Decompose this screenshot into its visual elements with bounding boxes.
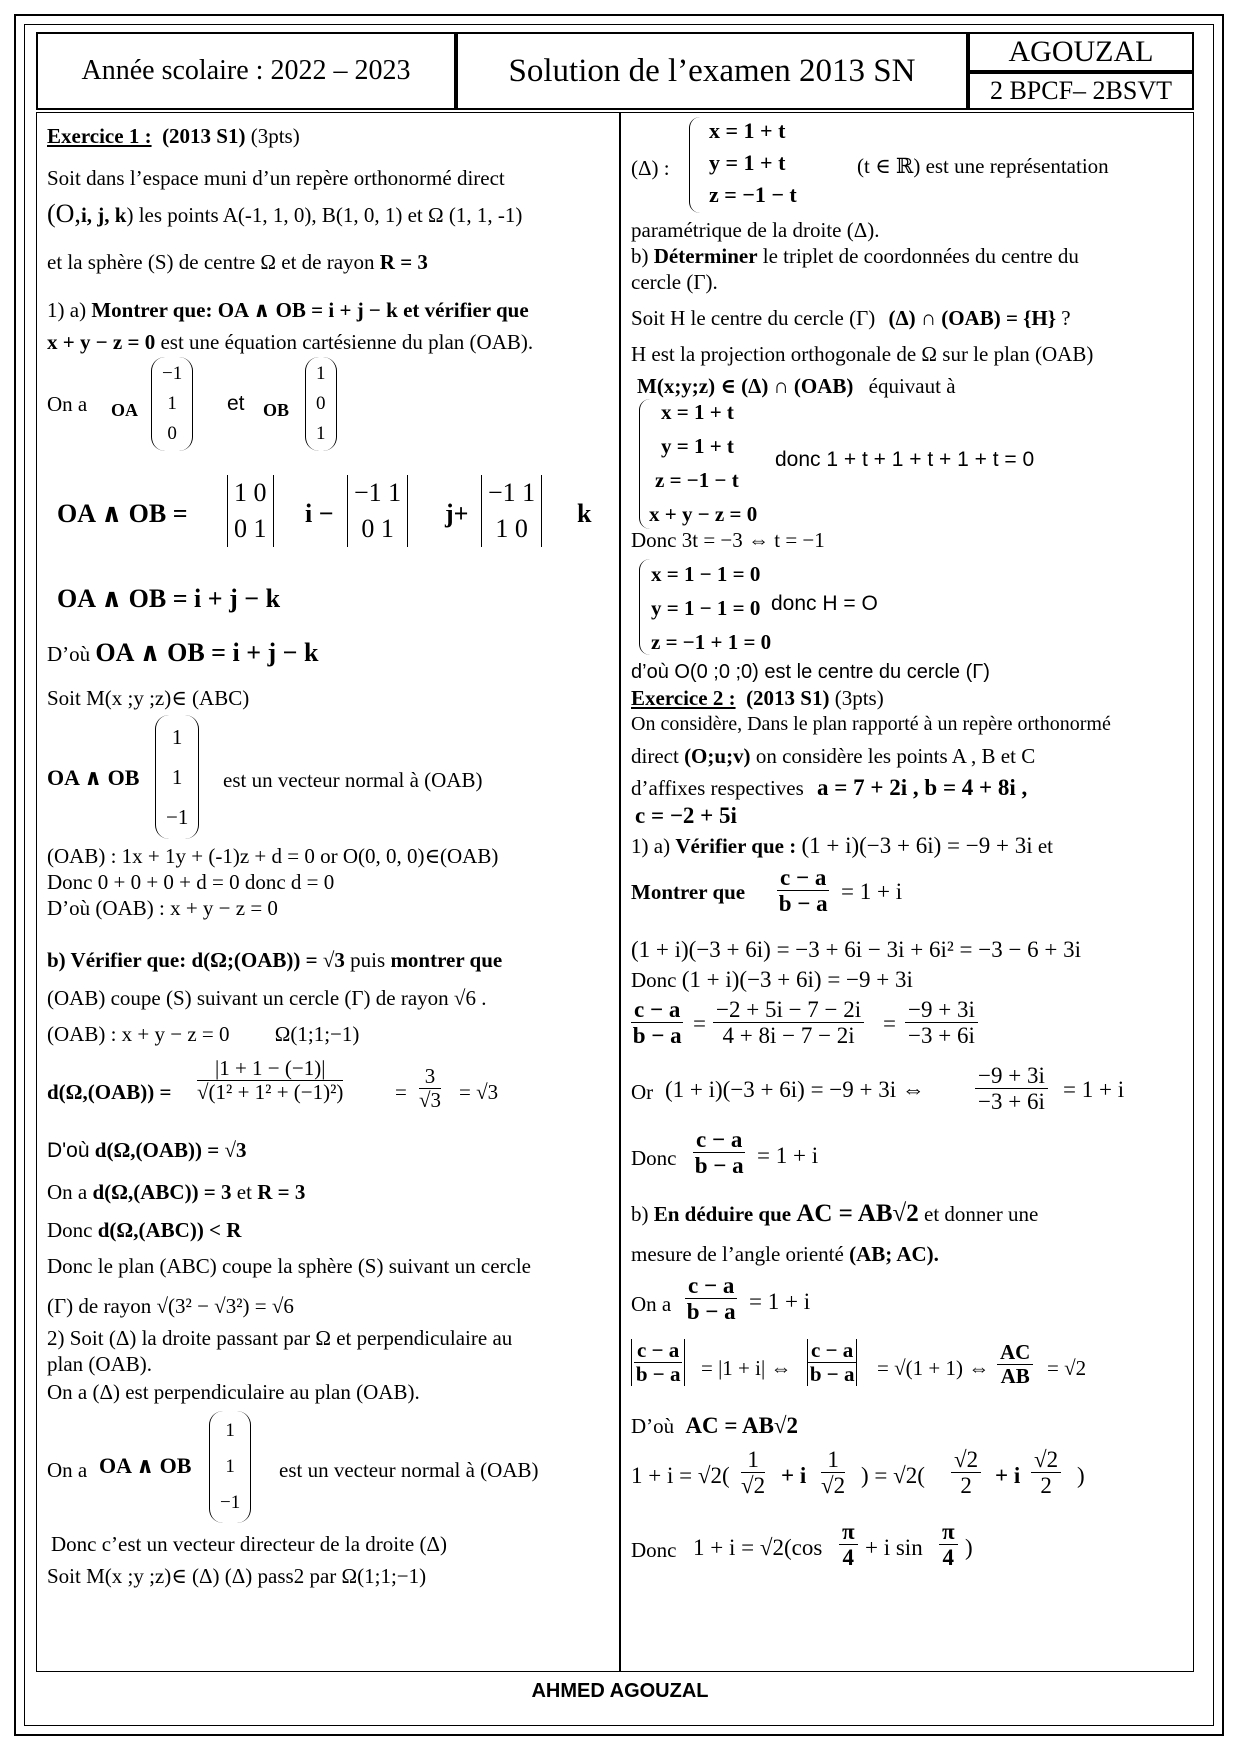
qb-line3 [47, 1021, 359, 1047]
q1a-show: Montrer que: [91, 298, 213, 322]
ratio-frac-6 [693, 1127, 745, 1179]
trig-frac-1 [741, 1447, 765, 1499]
det3-row2: 1 0 [495, 514, 528, 543]
qb-puis: puis [350, 948, 386, 972]
ex2-line1: On considère, Dans le plan rapporté à un repère orthonormé [631, 713, 1111, 735]
et-r: et [236, 1180, 252, 1204]
det1-row2: 0 1 [234, 514, 267, 543]
ex2-points: on considère les points A , B et C [755, 744, 1036, 768]
det2-row2: 0 1 [361, 514, 394, 543]
ac-ab-frac [997, 1341, 1033, 1388]
ratio-den-3: 4 + 8i − 7 − 2i [722, 1023, 855, 1049]
mod-den-1: b − a [635, 1362, 681, 1387]
sys3-donc: donc H = O [771, 592, 878, 615]
ratio-den-1: b − a [778, 891, 828, 917]
det3-row1: −1 1 [488, 478, 536, 507]
n-y: 1 [171, 765, 183, 789]
pass-point: Ω(1;1;−1) [341, 1564, 427, 1588]
or-eq: (1 + i)(−3 + 6i) = −9 + 3i ⇔ [665, 1077, 925, 1102]
trig-final-1: 1 + i = √2(cos [693, 1535, 823, 1560]
trig-f3-den: 2 [960, 1473, 972, 1499]
sys1-z: z = −1 − t [709, 182, 797, 207]
dist-num: |1 + 1 − (−1)| [197, 1057, 343, 1081]
sys2-z: z = −1 − t [655, 468, 739, 492]
mod-eq-3: = √2 [1047, 1356, 1087, 1380]
on-a-c: On a [631, 1292, 672, 1316]
ratio-eq-5: = 1 + i [1063, 1077, 1125, 1102]
circle-radius [47, 1293, 294, 1319]
ex2-affixes: d’affixes respectives [631, 776, 804, 800]
soit-h-expr: (Δ) ∩ (OAB) = {H} [888, 306, 1057, 330]
sys3-y: y = 1 − 1 = 0 [651, 596, 761, 620]
qb-right-line1 [631, 243, 1079, 269]
dist-lhs: d(Ω,(OAB)) = [47, 1080, 172, 1104]
d-less-r-expr: d(Ω,(ABC)) < R [97, 1218, 242, 1242]
q2-line3: On a (Δ) est perpendiculaire au plan (OAB). [47, 1380, 420, 1404]
plane-cuts-sphere: Donc le plan (ABC) coupe la sphère (S) suivant un cercle [47, 1254, 532, 1278]
donc-t: Donc [631, 1538, 677, 1562]
ab-den: AB [1000, 1364, 1030, 1389]
ratio-eq-1: = 1 + i [841, 879, 903, 904]
oa-label: OA [111, 400, 138, 420]
param-system [709, 115, 797, 211]
ex2-ab: a = 7 + 2i , b = 4 + 8i , [817, 775, 1028, 800]
qb2-line2 [631, 1241, 939, 1267]
qb-r-text: le triplet de coordonnées du centre du [762, 244, 1079, 268]
trig-f2-den: √2 [821, 1473, 846, 1499]
ratio-num-5: −9 + 3i [975, 1063, 1048, 1089]
r-3: R = 3 [257, 1180, 306, 1204]
sys3-z: z = −1 + 1 = 0 [651, 630, 772, 654]
ex1-title: Exercice 1 : [47, 124, 152, 148]
sys3-x: x = 1 − 1 = 0 [651, 562, 761, 586]
pass-text: Soit M(x ;y ;z)∈ (Δ) (Δ) pass2 par [47, 1564, 337, 1588]
ratio-den-4: −3 + 6i [908, 1023, 975, 1049]
ratio-num-7: c − a [685, 1273, 737, 1299]
ob-y: 0 [316, 393, 326, 414]
q1a-cross: OA ∧ OB = i + j − k [217, 298, 398, 322]
ratio-den-2: b − a [632, 1023, 682, 1049]
ob-x: 1 [316, 363, 326, 384]
isin: + i sin [865, 1535, 923, 1560]
ex1-ref: (2013 S1) [162, 124, 246, 148]
det-2 [347, 475, 408, 547]
ex2-points: (3pts) [834, 686, 884, 710]
ratio-frac-5 [975, 1063, 1048, 1115]
q1a-line [47, 297, 529, 323]
frame-open: (O, [47, 199, 81, 228]
footer-author: AHMED AGOUZAL [531, 1680, 709, 1702]
soit-h-q: ? [1061, 306, 1071, 330]
ex2-line3 [631, 775, 1027, 801]
trig-f3-num: √2 [951, 1447, 981, 1473]
qb-r-num: b) [631, 244, 649, 268]
pi-num-2: π [939, 1519, 958, 1545]
ratio-num-1: c − a [777, 865, 829, 891]
ratio-eq-7: = 1 + i [749, 1289, 811, 1314]
school-year: Année scolaire : 2022 – 2023 [81, 55, 411, 86]
mod-num-2: c − a [807, 1339, 857, 1363]
ex2-title: Exercice 2 : [631, 686, 736, 710]
qb-plane: (OAB) : x + y − z = 0 [47, 1022, 230, 1046]
trig-3: ) [1077, 1463, 1085, 1488]
qb-r-det: Déterminer [653, 244, 758, 268]
trig-frac-3 [951, 1447, 981, 1499]
q1a-line2 [47, 329, 533, 355]
q1-num: 1) a) [631, 834, 671, 858]
t-in-r: (t ∈ ℝ) est une représentation [857, 154, 1109, 178]
trig-frac-2 [821, 1447, 845, 1499]
q1a-num: 1) a) [47, 298, 87, 322]
ratio-den-7: b − a [686, 1299, 736, 1325]
ratio-frac-4 [905, 997, 978, 1049]
sys2-y: y = 1 + t [661, 434, 734, 458]
sys2-plane: x + y − z = 0 [649, 502, 758, 526]
sys2 [649, 395, 757, 531]
line-through-omega [47, 1563, 426, 1589]
det1-row1: 1 0 [234, 478, 267, 507]
sys2-donc: donc 1 + t + 1 + t + 1 + t = 0 [775, 448, 1035, 471]
param-text: paramétrique de la droite (Δ). [631, 218, 880, 242]
qb-dist: d(Ω;(OAB)) = √3 [191, 948, 345, 972]
q1a-verify: et vérifier que [403, 298, 529, 322]
ratio-den-6: b − a [694, 1153, 744, 1179]
trig-mid-1: + i [781, 1463, 807, 1488]
header-classes-box [968, 72, 1194, 110]
qb2-et: et donner une [924, 1202, 1039, 1226]
ac-result-expr: AC = AB√2 [685, 1413, 799, 1438]
qb2-expr: AC = AB√2 [796, 1200, 919, 1227]
cross-result-2 [47, 637, 318, 670]
cross-lhs: OA ∧ OB = [57, 499, 188, 528]
calc-line-1: (1 + i)(−3 + 6i) = −3 + 6i − 3i + 6i² = −3 − 6 + 3i [631, 937, 1082, 962]
rayon-label: (Γ) de rayon [47, 1294, 152, 1318]
et: et [227, 392, 245, 415]
ex2-frame: (O;u;v) [684, 744, 751, 768]
plane-eq: x + y − z = 0 [47, 330, 156, 354]
q2-line2: plan (OAB). [47, 1352, 152, 1376]
eq-sign-2: = [883, 1011, 896, 1036]
brace-1 [689, 117, 700, 213]
right-column [620, 112, 1194, 1672]
trig-frac-4 [1031, 1447, 1061, 1499]
dist-2: d(Ω,(OAB)) = √3 [94, 1138, 247, 1162]
on-a-4: On a [47, 1458, 88, 1482]
trig-mid-2: + i [995, 1463, 1021, 1488]
ob-vector [305, 357, 337, 451]
sys1-y: y = 1 + t [709, 150, 786, 175]
normal-lhs: OA ∧ OB [47, 765, 140, 790]
eq-sign-1: = [693, 1011, 706, 1036]
ratio-frac-3 [713, 997, 864, 1049]
equivaut: équivaut à [868, 374, 956, 398]
dist-den: √(1² + 1² + (−1)²) [197, 1080, 344, 1105]
dist-n2: 3 [419, 1065, 441, 1089]
oa-z: 0 [167, 423, 177, 444]
header-title-box [456, 32, 968, 110]
mod-eq-1: = |1 + i| ⇔ [701, 1356, 792, 1380]
oab-eq-3: D’où (OAB) : x + y − z = 0 [47, 896, 278, 920]
dist-d2: √3 [419, 1088, 442, 1113]
calc2-expr: (1 + i)(−3 + 6i) = −9 + 3i [681, 967, 913, 992]
trig-f4-den: 2 [1040, 1473, 1052, 1499]
n-z: −1 [166, 805, 189, 829]
det-1 [227, 475, 274, 547]
donc-3t: Donc 3t = −3 ⇔ t = −1 [631, 528, 825, 552]
projection: H est la projection orthogonale de Ω sur le plan (OAB) [631, 342, 1094, 366]
oa-y: 1 [167, 393, 177, 414]
ratio-num-6: c − a [693, 1127, 745, 1153]
plane-eq-text: est une équation cartésienne du plan (OAB). [160, 330, 534, 354]
calc-line-2 [631, 967, 913, 993]
dou-2: D'où [47, 1139, 90, 1162]
frame-vectors: i, j, k [80, 203, 127, 227]
on-a: On a [47, 392, 88, 416]
ex2-direct: direct [631, 744, 679, 768]
donc-c: Donc [631, 1146, 677, 1170]
qb-line1 [47, 947, 502, 973]
or: Or [631, 1080, 654, 1104]
q2-line1: 2) Soit (Δ) la droite passant par Ω et perpendiculaire au [47, 1326, 513, 1350]
rayon-value: √(3² − √3²) = √6 [156, 1294, 294, 1318]
n2-z: −1 [220, 1492, 241, 1513]
ex2-line2 [631, 743, 1035, 769]
q1-eq: (1 + i)(−3 + 6i) = −9 + 3i [801, 833, 1033, 858]
ratio-frac-2 [631, 997, 683, 1049]
q1-right [631, 833, 1053, 859]
qb-verify: b) Vérifier que: [47, 948, 187, 972]
dou-ac: D’où [631, 1414, 675, 1438]
sys1-x: x = 1 + t [709, 118, 786, 143]
dist-conclusion [47, 1137, 247, 1164]
ex1-line2 [47, 201, 522, 228]
pi-den-2: 4 [942, 1545, 955, 1571]
brace-3 [639, 559, 650, 655]
normal-text: est un vecteur normal à (OAB) [223, 768, 483, 792]
sphere-def: et la sphère (S) de centre Ω et de rayon [47, 250, 375, 274]
dist-eq: = [395, 1080, 407, 1104]
n2-y: 1 [225, 1456, 235, 1477]
ex1-line1: Soit dans l’espace muni d’un repère orthonormé direct [47, 166, 505, 190]
ratio-num-4: −9 + 3i [905, 997, 978, 1023]
trig-2: ) = √2( [861, 1463, 925, 1488]
mod-den-2: b − a [807, 1363, 857, 1386]
calc2-donc: Donc [631, 968, 677, 992]
mod-eq-2: = √(1 + 1) ⇔ [877, 1356, 990, 1380]
ratio-num-3: −2 + 5i − 7 − 2i [713, 997, 864, 1023]
mod-frac-1 [631, 1339, 685, 1386]
ex1-points: (3pts) [250, 124, 300, 148]
mod-frac-2 [807, 1339, 857, 1386]
exercise-2-heading [631, 685, 884, 711]
pi-num-1: π [839, 1519, 858, 1545]
qb-right-line2: cercle (Γ). [631, 270, 718, 294]
trig-f1-num: 1 [741, 1447, 765, 1473]
oa-vector [151, 357, 193, 451]
ac-result [631, 1413, 798, 1439]
delta-label: (Δ) : [631, 156, 670, 180]
n2-x: 1 [225, 1420, 235, 1441]
ex1-line3 [47, 249, 428, 275]
donc: Donc [47, 1218, 93, 1242]
ratio-den-5: −3 + 6i [978, 1089, 1045, 1115]
dist-fraction-2 [419, 1065, 441, 1112]
ex2-c: c = −2 + 5i [635, 803, 737, 828]
d-less-r [47, 1217, 241, 1243]
soit-m: Soit M(x ;y ;z)∈ (ABC) [47, 686, 250, 710]
oa-x: −1 [162, 363, 183, 384]
qb2-deduce: En déduire que [653, 1202, 792, 1226]
dist-fraction [197, 1057, 343, 1104]
k-term: k [577, 499, 592, 528]
mod-num-1: c − a [634, 1339, 682, 1363]
trig-f2-num: 1 [821, 1447, 845, 1473]
qb2-angle: (AB; AC). [849, 1242, 939, 1266]
ratio-eq-6: = 1 + i [757, 1143, 819, 1168]
qb-line2: (OAB) coupe (S) suivant un cercle (Γ) de rayon √6 . [47, 986, 487, 1010]
dou: D’où [47, 642, 91, 666]
intersection-expr: M(x;y;z) ∈ (Δ) ∩ (OAB) [637, 374, 854, 398]
sys3 [651, 557, 771, 659]
ac-num: AC [997, 1341, 1033, 1365]
points-def: ) les points A(-1, 1, 0), B(1, 0, 1) et Ω (1, 1, -1) [126, 203, 523, 227]
direction-vector: Donc c’est un vecteur directeur de la droite (Δ) [51, 1532, 447, 1556]
normal2-coords [209, 1411, 251, 1523]
normal2-text: est un vecteur normal à (OAB) [279, 1458, 539, 1482]
center-result: d’où O(0 ;0 ;0) est le centre du cercle (Γ) [631, 661, 990, 683]
q1-verify: Vérifier que : [675, 834, 797, 858]
qb2-num: b) [631, 1202, 649, 1226]
left-column [36, 112, 620, 1672]
qb-show: montrer que [390, 948, 503, 972]
dist-abc [47, 1179, 305, 1205]
dist-result: = √3 [459, 1080, 499, 1104]
classes: 2 BPCF– 2BSVT [989, 76, 1173, 105]
trig-1: 1 + i = √2( [631, 1463, 730, 1488]
header-author-box [968, 32, 1194, 72]
d-abc: d(Ω,(ABC)) = 3 [92, 1180, 232, 1204]
pi-frac-1 [839, 1519, 858, 1571]
ex2-ref: (2013 S1) [746, 686, 830, 710]
j-term: j+ [445, 499, 469, 528]
qb2-angle-text: mesure de l’angle orienté [631, 1242, 844, 1266]
ratio-num-2: c − a [631, 997, 683, 1023]
det2-row1: −1 1 [354, 478, 402, 507]
qb-omega: Ω(1;1;−1) [274, 1022, 360, 1046]
q1-et: et [1037, 834, 1054, 858]
on-a-3: On a [47, 1180, 88, 1204]
pi-frac-2 [939, 1519, 958, 1571]
sys2-x: x = 1 + t [661, 400, 734, 424]
ratio-frac-1 [777, 865, 829, 917]
soit-h-text: Soit H le centre du cercle (Γ) [631, 306, 876, 330]
soit-h [631, 305, 1071, 331]
det-3 [481, 475, 542, 547]
trig-f1-den: √2 [741, 1473, 766, 1499]
trig-close: ) [965, 1535, 973, 1560]
radius-def: R = 3 [379, 250, 428, 274]
n-x: 1 [171, 725, 183, 749]
cross-result-2-expr: OA ∧ OB = i + j − k [95, 638, 319, 667]
ob-z: 1 [316, 423, 326, 444]
qb2-line1 [631, 1201, 1038, 1227]
ob-label: OB [263, 400, 290, 420]
exercise-1-heading [47, 123, 300, 149]
pi-den-1: 4 [842, 1545, 855, 1571]
montrer-que: Montrer que [631, 880, 746, 904]
header-year-box [36, 32, 456, 110]
normal-vector-coords [155, 715, 199, 839]
ratio-frac-7 [685, 1273, 737, 1325]
page-title: Solution de l’examen 2013 SN [508, 52, 916, 89]
trig-f4-num: √2 [1031, 1447, 1061, 1473]
oab-eq-2: Donc 0 + 0 + 0 + d = 0 donc d = 0 [47, 870, 335, 894]
cross-result: OA ∧ OB = i + j − k [57, 584, 281, 613]
author: AGOUZAL [1008, 35, 1154, 68]
i-term: i − [305, 499, 334, 528]
oab-eq-1: (OAB) : 1x + 1y + (-1)z + d = 0 or O(0, 0, 0)∈(OAB) [47, 844, 499, 868]
normal2-lhs: OA ∧ OB [99, 1453, 192, 1478]
